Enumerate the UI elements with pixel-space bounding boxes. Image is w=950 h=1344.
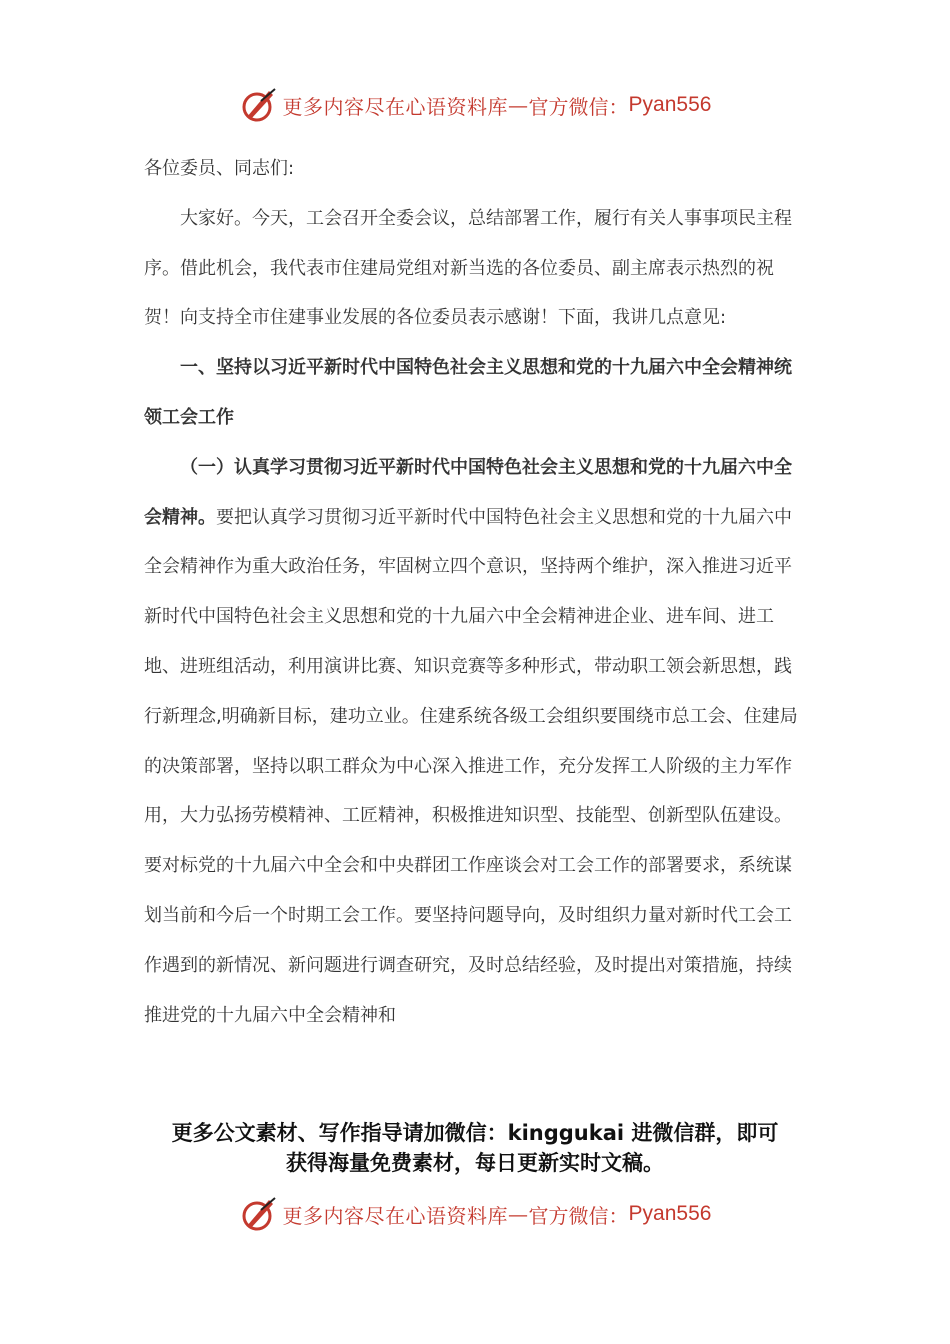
opening-paragraph: 大家好。今天，工会召开全委会议，总结部署工作，履行有关人事事项民主程序。借此机会，我代表市住建局党组对新当选的各位委员、副主席表示热烈的祝贺！向支持全市住建事业发展的各位委员表示感谢！下面，我讲几点意见: <box>144 207 792 329</box>
footer-note-line-2: 获得海量免费素材，每日更新实时文稿。 <box>286 1151 664 1175</box>
banner-wechat-label: 官方微信： <box>528 94 629 119</box>
banner-wechat-label: 官方微信： <box>528 1203 629 1228</box>
banner-wechat-id: Pyan556 <box>628 1202 712 1225</box>
salutation: 各位委员、同志们: <box>144 158 295 179</box>
quill-logo-icon <box>239 1194 279 1234</box>
banner-site-text: 更多内容尽在心语资料库 <box>282 1203 509 1228</box>
document-body <box>144 144 804 1040</box>
subsection-heading: （一）认真学习贯彻习近平新时代中国特色社会主义思想和党的十九届六中全会精神。 <box>144 456 792 528</box>
subsection-paragraph <box>144 443 804 1041</box>
banner-separator: — <box>508 1202 529 1226</box>
banner-site-text: 更多内容尽在心语资料库 <box>282 94 509 119</box>
footer-promo-note <box>120 1118 830 1178</box>
quill-logo-icon <box>239 85 279 125</box>
banner-wechat-id: Pyan556 <box>628 93 712 116</box>
section-heading: 一、坚持以习近平新时代中国特色社会主义思想和党的十九届六中全会精神统领工会工作 <box>144 357 792 428</box>
footer-note-line-1: 更多公文素材、写作指导请加微信：kinggukai 进微信群，即可 <box>171 1121 779 1145</box>
banner-separator: — <box>508 93 529 117</box>
subsection-body: 要把认真学习贯彻习近平新时代中国特色社会主义思想和党的十九届六中全会精神作为重大政治任务，牢固树立四个意识，坚持两个维护，深入推进习近平新时代中国特色社会主义思想和党的十九届六中全会精神进企业、进车间、进工地、进班组活动，利用演讲比赛、知识竞赛等多种形式，带动职工领会新思想，践行新理念,明确新目标，建功立业。住建系统各级工会组织要围绕市总工会、住建局的决策部署，坚持以职工群众为中心深入推进工作，充分发挥工人阶级的主力军作用，大力弘扬劳模精神、工匠精神，积极推进知识型、技能型、创新型队伍建设。要对标党的十九届六中全会和中央群团工作座谈会对工会工作的部署要求，系统谋划当前和今后一个时期工会工作。要坚持问题导向，及时组织力量对新时代工会工作遇到的新情况、新问题进行调查研究，及时总结经验，及时提出对策措施，持续推进党的十九届六中全会精神和 <box>144 506 798 1026</box>
header-banner <box>0 82 950 128</box>
footer-banner <box>0 1191 950 1237</box>
